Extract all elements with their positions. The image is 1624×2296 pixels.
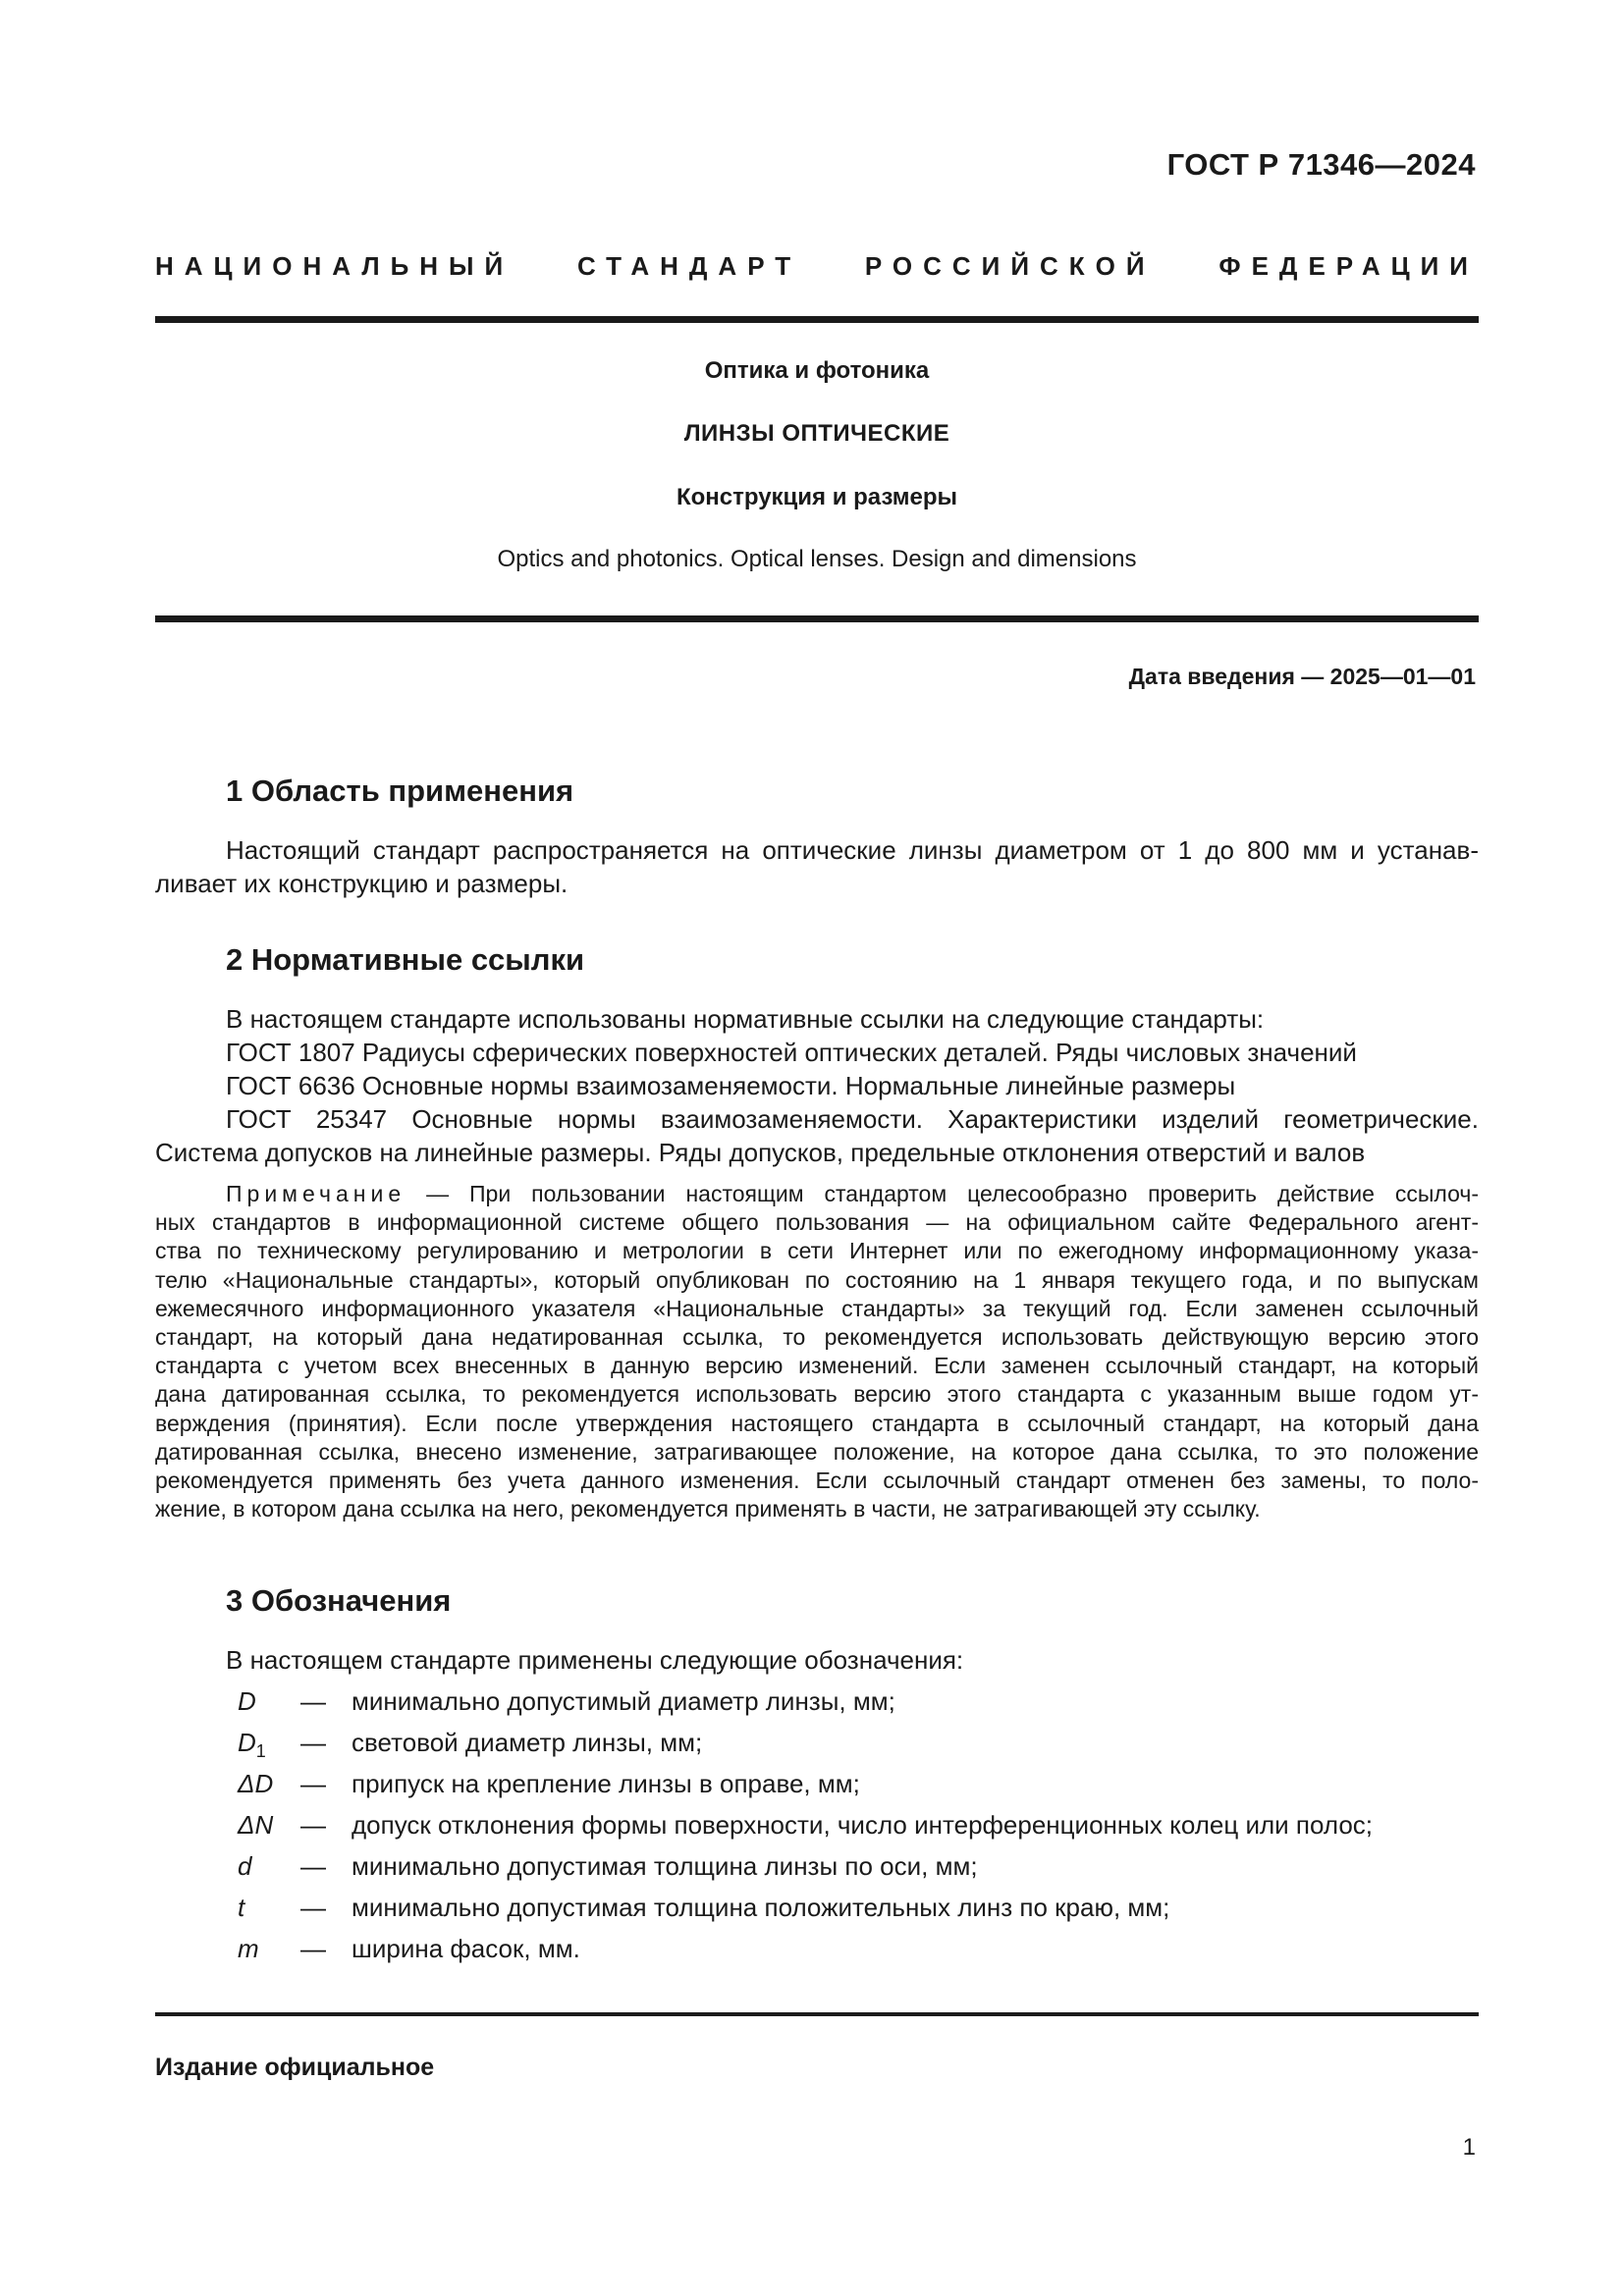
note-line-8: дана датированная ссылка, то рекомендуется использовать версию этого стандарта с указанным выше годом ут- [155, 1381, 1479, 1408]
symbol: m [238, 1934, 259, 1963]
symbol-description: допуск отклонения формы поверхности, число интерференционных колец или полос; [352, 1810, 1374, 1840]
symbol-dash: — [300, 1893, 326, 1922]
section-1-title: 1 Область применения [226, 774, 574, 808]
page-number: 1 [1462, 2134, 1476, 2161]
symbol: ΔD [238, 1769, 274, 1798]
note-line-5: ежемесячного информационного указателя «Национальные стандарты» за текущий год. Если заменен ссылочный [155, 1295, 1479, 1321]
title-optics: Оптика и фотоника [704, 357, 930, 384]
symbol: ΔN [238, 1810, 274, 1840]
reference-gost-25347-line-1: ГОСТ 25347 Основные нормы взаимозаменяемости. Характеристики изделий геометрические. [226, 1104, 1479, 1134]
symbol-description: световой диаметр линзы, мм; [352, 1728, 703, 1757]
title-english: Optics and photonics. Optical lenses. Design and dimensions [497, 546, 1137, 572]
note-line-2: ных стандартов в информационной системе общего пользования — на официальном сайте Федерального агент- [155, 1209, 1479, 1236]
title-design: Конструкция и размеры [676, 484, 958, 510]
symbol: D [238, 1686, 256, 1716]
symbol-dash: — [300, 1769, 326, 1798]
gost-code: ГОСТ Р 71346—2024 [1166, 147, 1476, 182]
note-label: Примечание [226, 1181, 406, 1206]
note-line-3: ства по техническому регулированию и метрологии в сети Интернет или по ежегодному информационному указа- [155, 1238, 1479, 1264]
official-edition-label: Издание официальное [155, 2054, 435, 2081]
section-2-text [155, 1002, 1479, 1169]
symbol: $D_1$ [238, 1728, 266, 1761]
section-1-line-2: ливает их конструкцию и размеры. [155, 869, 568, 898]
note-line-7: стандарта с учетом всех внесенных в данную версию изменений. Если заменен ссылочный стандарт, на который [155, 1353, 1479, 1379]
symbol-dash: — [300, 1728, 326, 1757]
section-2-title: 2 Нормативные ссылки [226, 942, 585, 977]
reference-gost-1807: ГОСТ 1807 Радиусы сферических поверхностей оптических деталей. Ряды числовых значений [226, 1038, 1357, 1067]
note-line-6: стандарт, на который дана недатированная ссылка, то рекомендуется использовать действующую версию этого [155, 1324, 1479, 1351]
note-line-10: датированная ссылка, внесено изменение, затрагивающее положение, на которое дана ссылка, то это положение [155, 1438, 1479, 1465]
footer-rule [155, 2012, 1479, 2016]
section-1-line-1: Настоящий стандарт распространяется на оптические линзы диаметром от 1 до 800 мм и устанав- [226, 835, 1479, 865]
note-line-12: жение, в котором дана ссылка на него, рекомендуется применять в части, не затрагивающей эту ссылку. [155, 1496, 1261, 1522]
reference-gost-6636: ГОСТ 6636 Основные нормы взаимозаменяемости. Нормальные линейные размеры [226, 1071, 1236, 1100]
symbol-dash: — [300, 1810, 326, 1840]
symbol-dash: — [300, 1934, 326, 1963]
section-1-text [155, 833, 1479, 900]
symbol-description: минимально допустимая толщина положительных линз по краю, мм; [352, 1893, 1170, 1922]
symbol: d [238, 1851, 252, 1881]
note-line-1: Примечание — При пользовании настоящим стандартом целесообразно проверить действие ссылоч- [226, 1181, 1479, 1206]
symbol-dash: — [300, 1686, 326, 1716]
section-3-title: 3 Обозначения [226, 1583, 452, 1618]
symbol: t [238, 1893, 245, 1922]
symbol-dash: — [300, 1851, 326, 1881]
symbol-description: минимально допустимый диаметр линзы, мм; [352, 1686, 895, 1716]
symbol-description: минимально допустимая толщина линзы по оси, мм; [352, 1851, 978, 1881]
reference-gost-25347-line-2: Система допусков на линейные размеры. Ряды допусков, предельные отклонения отверстий и валов [155, 1138, 1366, 1167]
note-line-11: рекомендуется применять без учета данного изменения. Если ссылочный стандарт отменен без замены, то поло- [155, 1468, 1479, 1494]
title-rule [155, 615, 1479, 622]
symbol-description: ширина фасок, мм. [352, 1934, 580, 1963]
top-rule [155, 316, 1479, 323]
note-block [155, 1180, 1479, 1523]
section-2-intro: В настоящем стандарте использованы нормативные ссылки на следующие стандарты: [226, 1004, 1265, 1034]
section-3-intro: В настоящем стандарте применены следующие обозначения: [226, 1645, 964, 1675]
note-line-4: телю «Национальные стандарты», который опубликован по состоянию на 1 января текущего года, и по выпускам [155, 1266, 1479, 1293]
date-of-introduction: Дата введения — 2025—01—01 [1128, 664, 1476, 689]
symbol-description: припуск на крепление линзы в оправе, мм; [352, 1769, 860, 1798]
title-lenses: ЛИНЗЫ ОПТИЧЕСКИЕ [683, 420, 950, 447]
national-standard-title: НАЦИОНАЛЬНЫЙ СТАНДАРТ РОССИЙСКОЙ ФЕДЕРАЦИИ [155, 251, 1479, 281]
note-line-9: верждения (принятия). Если после утверждения настоящего стандарта в ссылочный стандарт, на который дана [155, 1410, 1479, 1436]
